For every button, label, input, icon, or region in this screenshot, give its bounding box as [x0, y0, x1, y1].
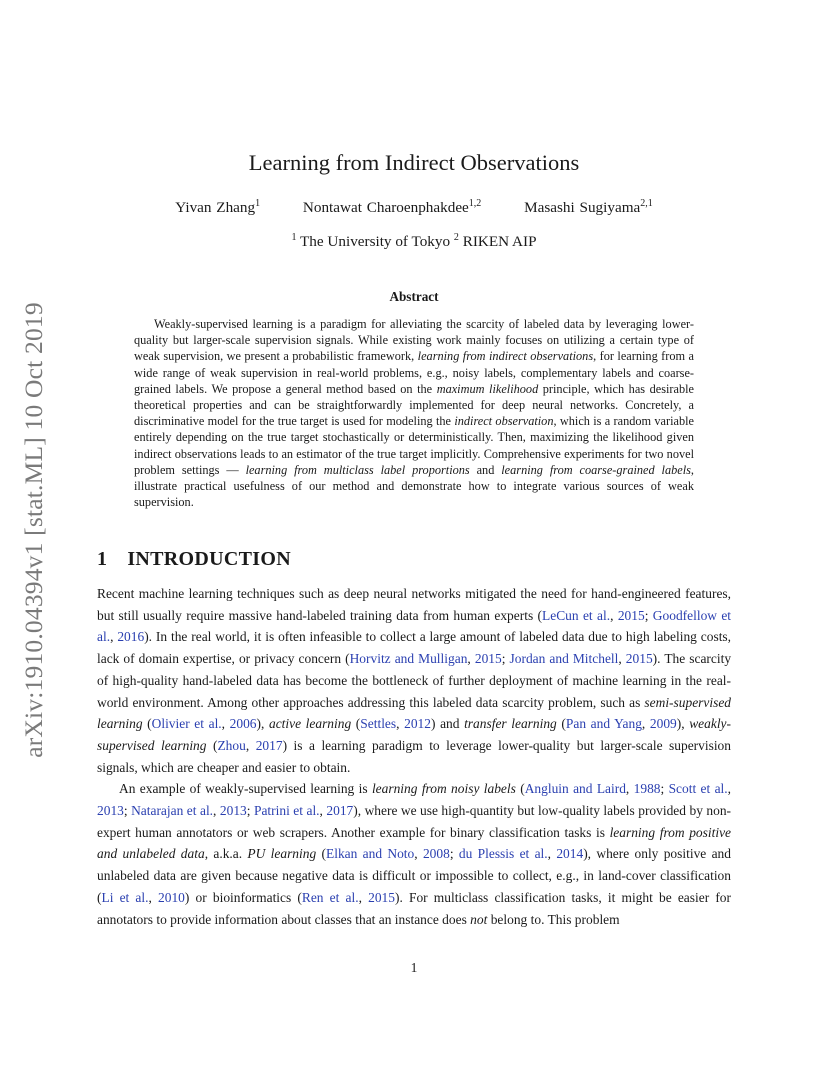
text-run: ( [206, 737, 218, 753]
paragraph [97, 778, 731, 930]
emphasized-term: active learning [268, 716, 352, 732]
affiliation-name: RIKEN AIP [462, 233, 537, 251]
text-run: belong to. This problem [487, 911, 620, 927]
text-run: ( [556, 716, 566, 732]
text-run: , [358, 889, 369, 905]
citation-link[interactable]: 2015 [474, 651, 502, 667]
text-run: ). In the real world, it is often infeasible to collect a large amount of labeled data due to high labeling costs, lack of domain expertise, or privacy concern ( [97, 629, 732, 667]
citation-link[interactable]: Patrini et al. [253, 803, 320, 819]
text-run: ) or bioinformatics ( [184, 889, 302, 905]
text-run: ; [660, 781, 669, 797]
author-name: Masashi Sugiyama [524, 199, 641, 217]
paragraph [97, 583, 731, 778]
text-run: and [469, 462, 502, 477]
text-run: , [213, 803, 220, 819]
section-heading [97, 548, 291, 571]
citation-link[interactable]: Zhou [217, 737, 246, 753]
citation-link[interactable]: 2017 [255, 737, 283, 753]
emphasized-term: not [470, 911, 488, 927]
text-run: ), where only positive and unlabeled data are given because negative data is difficult or impossible to collect, e.g., in land-cover classification ( [97, 846, 731, 905]
paper-title: Learning from Indirect Observations [248, 150, 580, 175]
citation-link[interactable]: Olivier et al. [151, 716, 222, 732]
section-number: 1 [97, 548, 108, 570]
text-run: , [641, 716, 650, 732]
citation-link[interactable]: Angluin and Laird [524, 781, 626, 797]
emphasized-term: learning from multiclass label proportions [245, 462, 470, 477]
text-run: ( [351, 716, 361, 732]
citation-link[interactable]: Natarajan et al. [131, 803, 214, 819]
emphasized-term: learning from coarse-grained labels [501, 462, 691, 477]
arxiv-identifier-stamp [16, 285, 52, 775]
text-run: ( [316, 846, 326, 862]
introduction-body [97, 583, 731, 930]
text-run: ) is a learning paradigm to leverage lower-quality but larger-scale supervision signals, which are cheaper and easier to obtain. [97, 737, 731, 775]
citation-link[interactable]: 1988 [633, 781, 661, 797]
text-run: An example of weakly-supervised learning is [119, 781, 372, 797]
text-run: , [618, 651, 626, 667]
citation-link[interactable]: Jordan and Mitchell [509, 651, 619, 667]
citation-link[interactable]: Goodfellow et al. [97, 607, 732, 645]
text-run: ) and [430, 716, 465, 732]
author-name: Yivan Zhang [175, 199, 256, 217]
emphasized-term: indirect observation [454, 414, 554, 429]
text-run: , [625, 781, 634, 797]
text-run: , [221, 716, 230, 732]
citation-link[interactable]: 2013 [97, 803, 124, 819]
affiliation-name: The University of Tokyo [300, 233, 451, 251]
text-run: , [727, 781, 732, 797]
citation-link[interactable]: 2014 [556, 846, 584, 862]
citation-link[interactable]: 2013 [219, 803, 247, 819]
affiliation-mark: 1 [291, 232, 297, 243]
citation-link[interactable]: LeCun et al. [542, 607, 611, 623]
emphasized-term: learning from noisy labels [371, 781, 516, 797]
text-run: , which is a random variable entirely depending on the true target stochastically or deterministically. Then, maximizing the likelihood given indirect observations leads to an estimator of the true target implicitly. Comprehensive experiments for two novel problem settings — [134, 414, 694, 477]
author-name: Nontawat Charoenphakdee [302, 199, 469, 217]
text-run: , for learning from a wide range of weak supervision in real-world problems, e.g., noisy labels, complementary labels and coarse-grained labels. We propose a general method based on the [134, 349, 694, 396]
text-run: , [414, 846, 423, 862]
author [524, 199, 653, 216]
text-run: ; [123, 803, 132, 819]
citation-link[interactable]: Pan and Yang [565, 716, 642, 732]
text-run: , a.k.a. [204, 846, 248, 862]
citation-link[interactable]: Settles [360, 716, 397, 732]
page-number: 1 [410, 960, 418, 975]
citation-link[interactable]: 2015 [368, 889, 395, 905]
text-run: ( [515, 781, 525, 797]
citation-link[interactable]: 2006 [229, 716, 257, 732]
citation-link[interactable]: du Plessis et al. [458, 846, 548, 862]
citation-link[interactable]: 2015 [617, 607, 645, 623]
text-run: , [610, 607, 618, 623]
text-run: , [467, 651, 475, 667]
text-run: ). For multiclass classification tasks, it might be easier for annotators to provide information about classes that an instance does [97, 889, 732, 927]
author-affiliation-mark: 2,1 [640, 198, 653, 209]
text-run: Weakly-supervised learning is a paradigm for alleviating the scarcity of labeled data by leveraging lower-quality but larger-scale supervision signals. While existing work mainly focuses on utilizing a certain type of weak supervision, we present a probabilistic framework, [134, 317, 694, 364]
citation-link[interactable]: 2016 [117, 629, 145, 645]
text-run: ; [246, 803, 254, 819]
author [175, 199, 260, 216]
citation-link[interactable]: Horvitz and Mulligan [349, 651, 468, 667]
text-run: ; [449, 846, 459, 862]
arxiv-stamp-text: arXiv:1910.04394v1 [stat.ML] 10 Oct 2019 [19, 302, 48, 758]
emphasized-term: learning from indirect observations [417, 349, 594, 364]
author-list [0, 198, 828, 217]
abstract-heading: Abstract [389, 289, 439, 304]
affiliation-mark: 2 [453, 232, 459, 243]
citation-link[interactable]: Scott et al. [668, 781, 728, 797]
citation-link[interactable]: 2015 [625, 651, 653, 667]
text-run: principle, which has desirable theoretical properties and can be straightforwardly implemented for deep neural networks. Concretely, a discriminative model for the true target is used for modeling the [134, 381, 694, 429]
text-run: ; [644, 607, 653, 623]
citation-link[interactable]: Elkan and Noto [326, 846, 415, 862]
text-run: , [547, 846, 557, 862]
emphasized-term: semi-supervised learning [97, 694, 731, 732]
text-run: ), where we use high-quantity but low-quality labels provided by non-expert human annotators or web scrapers. Another example for binary classification tasks is [97, 803, 732, 840]
emphasized-term: learning from positive and unlabeled data [97, 824, 732, 862]
text-run: ( [142, 716, 152, 732]
abstract-body [134, 316, 694, 510]
text-run: , [319, 803, 327, 819]
text-run: , [245, 737, 256, 753]
text-run: , [396, 716, 405, 732]
author-affiliation-mark: 1 [255, 198, 261, 209]
text-run: Recent machine learning techniques such as deep neural networks mitigated the need for hand-engineered features, but still usually require massive hand-labeled training data from human experts ( [97, 586, 731, 623]
citation-link[interactable]: Li et al. [101, 889, 149, 905]
text-run: ; [501, 651, 510, 667]
text-run: ). The scarcity of high-quality hand-labeled data has become the bottleneck of further deployment of machine learning in the real-world environment. Among other approaches addressing this labeled data scarcity problem, such as [97, 651, 732, 710]
citation-link[interactable]: 2009 [649, 716, 677, 732]
citation-link[interactable]: 2012 [404, 716, 431, 732]
affiliations [0, 232, 828, 251]
text-run: , [148, 889, 159, 905]
emphasized-term: transfer learning [464, 716, 557, 732]
emphasized-term: weakly-supervised learning [97, 716, 731, 753]
text-run: , [110, 629, 118, 645]
section-title: INTRODUCTION [127, 548, 291, 570]
citation-link[interactable]: Ren et al. [301, 889, 359, 905]
citation-link[interactable]: 2017 [326, 803, 354, 819]
author-affiliation-mark: 1,2 [468, 198, 482, 209]
citation-link[interactable]: 2008 [422, 846, 450, 862]
emphasized-term: PU learning [247, 846, 317, 862]
text-run: ), [256, 716, 269, 732]
author [303, 199, 481, 216]
text-run: , illustrate practical usefulness of our method and demonstrate how to integrate various sources of weak supervision. [134, 462, 694, 510]
citation-link[interactable]: 2010 [158, 889, 185, 905]
text-run: ), [676, 716, 690, 732]
emphasized-term: maximum likelihood [436, 381, 539, 396]
